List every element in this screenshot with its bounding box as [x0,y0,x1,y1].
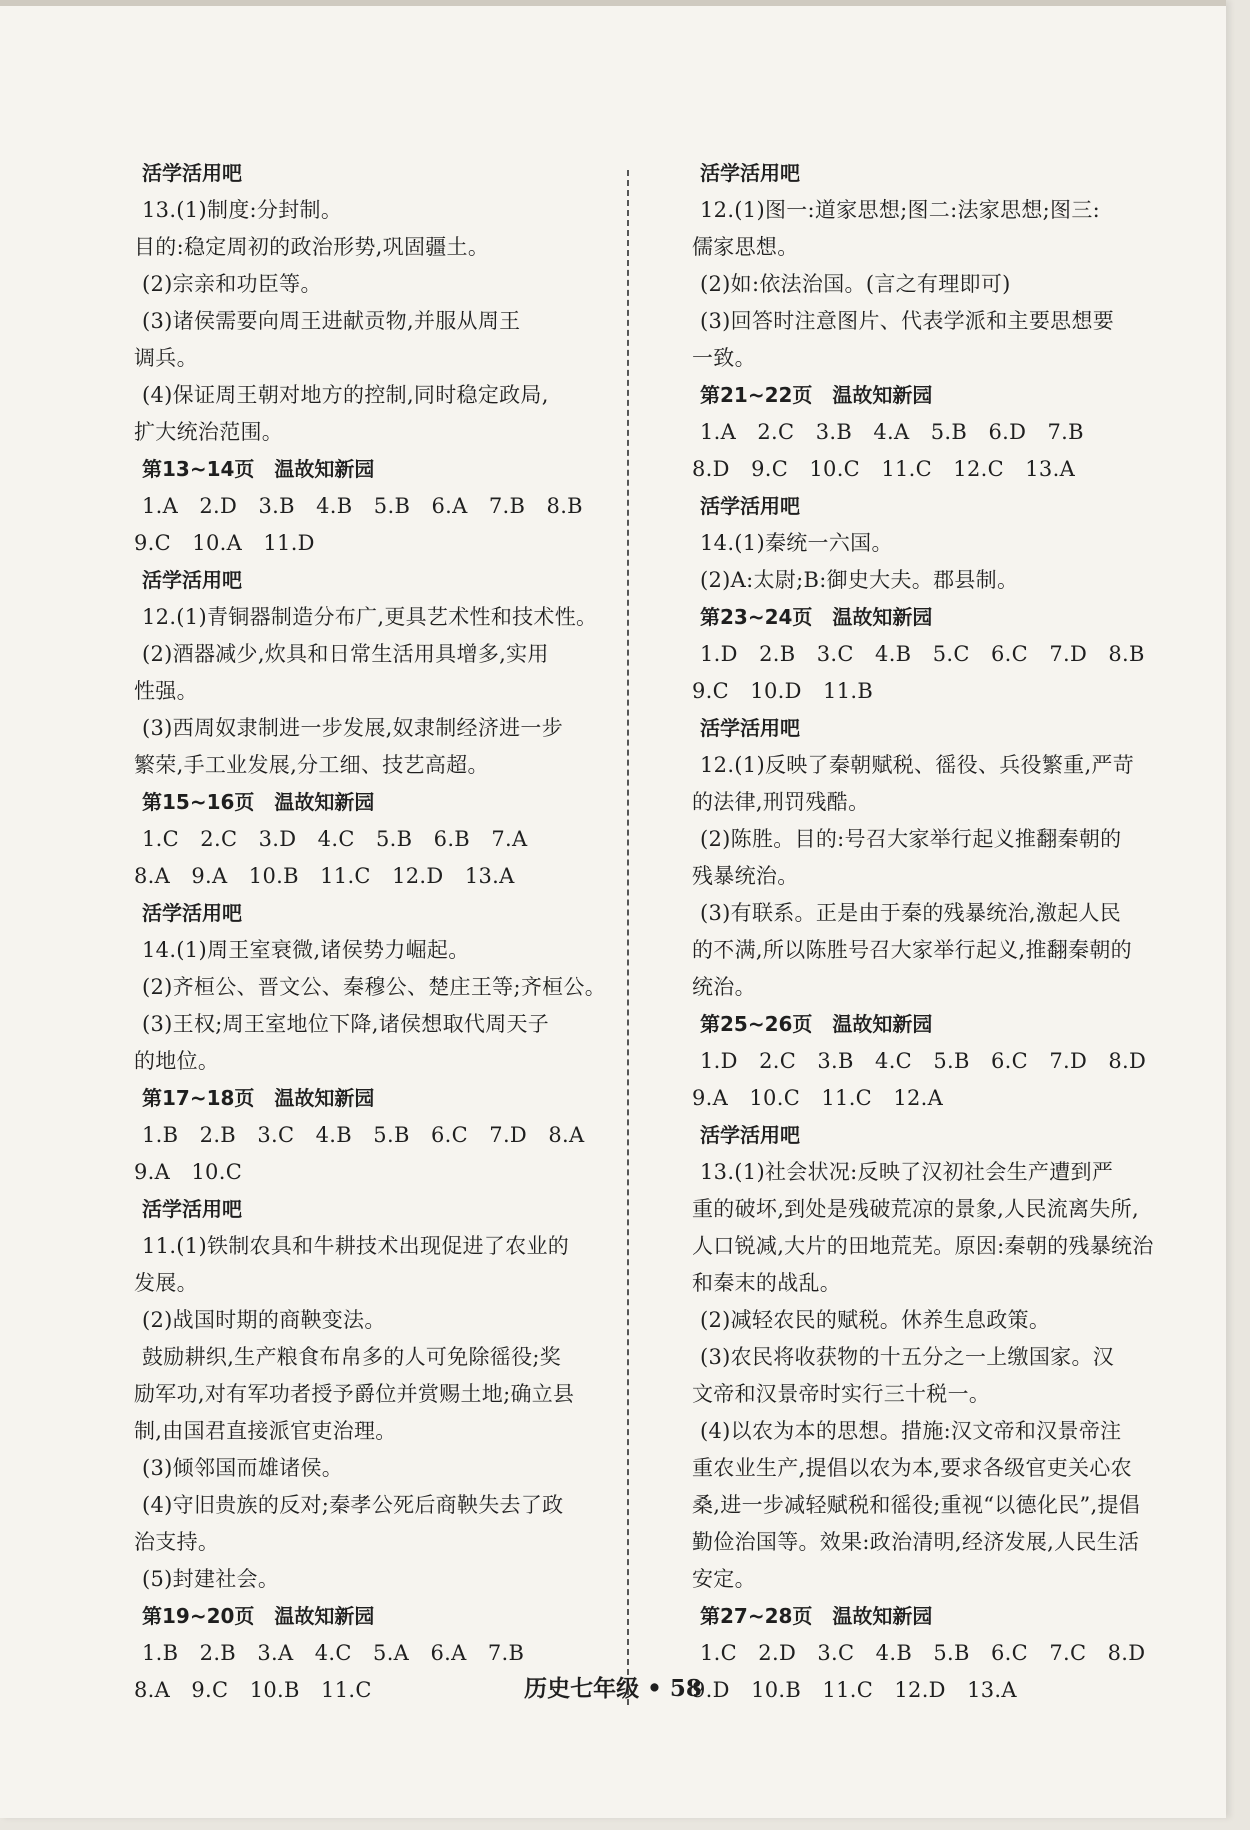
answer-line: 13.(1)社会状况:反映了汉初社会生产遭到严 [700,1160,1114,1184]
answer-line-continued: 8.D 9.C 10.C 11.C 12.C 13.A [692,457,1076,481]
answer-line: 鼓励耕织,生产粮食布帛多的人可免除徭役;奖 [142,1345,562,1369]
answer-line: (3)王权;周王室地位下降,诸侯想取代周天子 [142,1012,550,1036]
answer-line-continued: 9.A 10.C [134,1160,243,1184]
answer-line-continued: 调兵。 [134,346,198,370]
section-heading: 第15~16页 温故知新园 [142,790,375,814]
answer-line: (2)酒器减少,炊具和日常生活用具增多,实用 [142,642,549,666]
section-heading: 活学活用吧 [700,716,800,740]
answer-line: 1.C 2.C 3.D 4.C 5.B 6.B 7.A [142,827,528,851]
answer-line-continued: 一致。 [692,346,756,370]
answer-line: (3)倾邻国而雄诸侯。 [142,1456,344,1480]
section-heading: 第25~26页 温故知新园 [700,1012,933,1036]
answer-line-continued: 的法律,刑罚残酷。 [692,790,870,814]
answer-line: 13.(1)制度:分封制。 [142,198,343,222]
section-heading: 活学活用吧 [142,568,242,592]
answer-line-continued: 重的破坏,到处是残破荒凉的景象,人民流离失所, [692,1197,1139,1221]
column-divider [627,170,629,1705]
answer-line: (2)A:太尉;B:御史大夫。郡县制。 [700,568,1019,592]
left-column [134,155,607,1709]
answer-line-continued: 残暴统治。 [692,864,799,888]
answer-line: 1.B 2.B 3.A 4.C 5.A 6.A 7.B [142,1641,525,1665]
answer-line: 1.C 2.D 3.C 4.B 5.B 6.C 7.C 8.D [700,1641,1146,1665]
section-heading: 活学活用吧 [142,1197,242,1221]
answer-line: (2)齐桓公、晋文公、秦穆公、楚庄王等;齐桓公。 [142,975,607,999]
page-footer: 历史七年级 • 58 [524,1675,702,1702]
answer-line-continued: 的地位。 [134,1049,220,1073]
answer-line-continued: 安定。 [692,1567,756,1591]
answer-line-continued: 9.A 10.C 11.C 12.A [692,1086,944,1110]
answer-line: 12.(1)图一:道家思想;图二:法家思想;图三: [700,198,1101,222]
answer-line: 1.A 2.D 3.B 4.B 5.B 6.A 7.B 8.B [142,494,583,518]
answer-line: 1.B 2.B 3.C 4.B 5.B 6.C 7.D 8.A [142,1123,585,1147]
section-heading: 活学活用吧 [142,901,242,925]
answer-line-continued: 桑,进一步减轻赋税和徭役;重视“以德化民”,提倡 [692,1493,1141,1517]
answer-line-continued: 繁荣,手工业发展,分工细、技艺高超。 [134,753,489,777]
answer-line-continued: 文帝和汉景帝时实行三十税一。 [692,1382,991,1406]
section-heading: 第21~22页 温故知新园 [700,383,933,407]
right-column [692,155,1162,1709]
answer-line: 14.(1)周王室衰微,诸侯势力崛起。 [142,938,470,962]
section-heading: 活学活用吧 [700,1123,800,1147]
section-heading: 第19~20页 温故知新园 [142,1604,375,1628]
section-heading: 第27~28页 温故知新园 [700,1604,933,1628]
answer-line: (2)如:依法治国。(言之有理即可) [700,272,1011,296]
answer-line-continued: 儒家思想。 [692,235,799,259]
answer-line-continued: 8.A 9.A 10.B 11.C 12.D 13.A [134,864,515,888]
answer-line: (3)农民将收获物的十五分之一上缴国家。汉 [700,1345,1115,1369]
answer-line: (4)守旧贵族的反对;秦孝公死后商鞅失去了政 [142,1493,564,1517]
answer-line: (5)封建社会。 [142,1567,280,1591]
top-edge [0,0,1226,6]
answer-line: (4)以农为本的思想。措施:汉文帝和汉景帝注 [700,1419,1122,1443]
answer-line-continued: 性强。 [134,679,198,703]
answer-line: (2)减轻农民的赋税。休养生息政策。 [700,1308,1051,1332]
answer-line-continued: 统治。 [692,975,756,999]
section-heading: 第17~18页 温故知新园 [142,1086,375,1110]
section-heading: 活学活用吧 [700,161,800,185]
answer-line: 12.(1)青铜器制造分布广,更具艺术性和技术性。 [142,605,598,629]
answer-line-continued: 重农业生产,提倡以农为本,要求各级官吏关心农 [692,1456,1132,1480]
answer-line: (4)保证周王朝对地方的控制,同时稳定政局, [142,383,549,407]
answer-line: 1.D 2.C 3.B 4.C 5.B 6.C 7.D 8.D [700,1049,1147,1073]
answer-line-continued: 治支持。 [134,1530,220,1554]
answer-line-continued: 9.D 10.B 11.C 12.D 13.A [692,1678,1017,1702]
answer-line: 11.(1)铁制农具和牛耕技术出现促进了农业的 [142,1234,570,1258]
answer-line: 14.(1)秦统一六国。 [700,531,893,555]
answer-line-continued: 和秦末的战乱。 [692,1271,842,1295]
section-heading: 第13~14页 温故知新园 [142,457,375,481]
answer-line-continued: 人口锐减,大片的田地荒芜。原因:秦朝的残暴统治 [692,1234,1154,1258]
answer-line: (2)陈胜。目的:号召大家举行起义推翻秦朝的 [700,827,1122,851]
answer-line-continued: 勤俭治国等。效果:政治清明,经济发展,人民生活 [692,1530,1140,1554]
answer-line-continued: 8.A 9.C 10.B 11.C [134,1678,372,1702]
section-heading: 活学活用吧 [700,494,800,518]
answer-line-continued: 9.C 10.A 11.D [134,531,315,555]
answer-line: (3)西周奴隶制进一步发展,奴隶制经济进一步 [142,716,564,740]
answer-line: 1.A 2.C 3.B 4.A 5.B 6.D 7.B [700,420,1084,444]
answer-line: (2)战国时期的商鞅变法。 [142,1308,386,1332]
section-heading: 第23~24页 温故知新园 [700,605,933,629]
answer-line: (3)回答时注意图片、代表学派和主要思想要 [700,309,1115,333]
answer-line: (3)有联系。正是由于秦的残暴统治,激起人民 [700,901,1122,925]
answer-line: (2)宗亲和功臣等。 [142,272,322,296]
answer-line-continued: 扩大统治范围。 [134,420,284,444]
section-heading: 活学活用吧 [142,161,242,185]
answer-line: (3)诸侯需要向周王进献贡物,并服从周王 [142,309,521,333]
answer-line-continued: 目的:稳定周初的政治形势,巩固疆土。 [134,235,490,259]
answer-line-continued: 励军功,对有军功者授予爵位并赏赐土地;确立县 [134,1382,575,1406]
answer-line-continued: 的不满,所以陈胜号召大家举行起义,推翻秦朝的 [692,938,1132,962]
answer-line: 12.(1)反映了秦朝赋税、徭役、兵役繁重,严苛 [700,753,1135,777]
answer-line-continued: 制,由国君直接派官吏治理。 [134,1419,397,1443]
answer-line-continued: 发展。 [134,1271,198,1295]
answer-line: 1.D 2.B 3.C 4.B 5.C 6.C 7.D 8.B [700,642,1145,666]
answer-line-continued: 9.C 10.D 11.B [692,679,874,703]
